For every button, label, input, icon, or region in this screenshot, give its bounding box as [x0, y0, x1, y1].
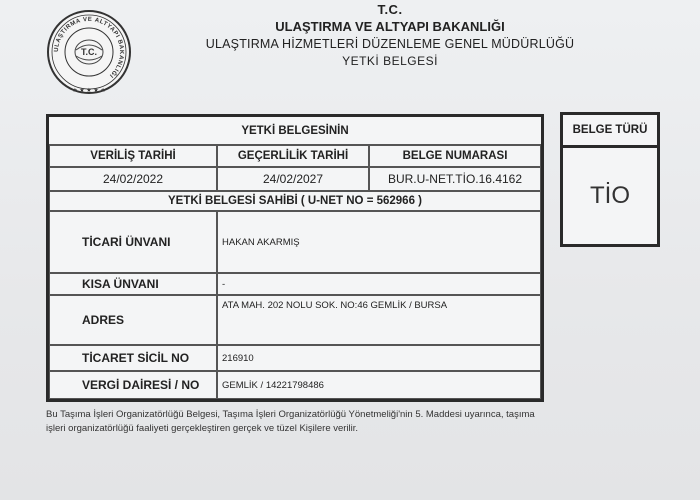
header-directorate: ULAŞTIRMA HİZMETLERİ DÜZENLEME GENEL MÜDÜRLÜĞÜ — [205, 37, 575, 51]
trade-name-label: TİCARİ ÜNVANI — [49, 211, 217, 273]
header-ministry: ULAŞTIRMA VE ALTYAPI BAKANLIĞI — [275, 19, 505, 34]
seal-center-text: T.C. — [80, 47, 98, 57]
trade-name-value: HAKAN AKARMIŞ — [217, 211, 541, 273]
owner-title: YETKİ BELGESİ SAHİBİ ( U-NET NO = 562966 ) — [49, 191, 541, 211]
tax-office-value: GEMLİK / 14221798486 — [217, 371, 541, 399]
document-header — [190, 2, 590, 68]
document-number-value: BUR.U-NET.TİO.16.4162 — [369, 167, 541, 191]
header-republic: T.C. — [377, 2, 403, 17]
short-name-label: KISA ÜNVANI — [49, 273, 217, 295]
col-document-number: BELGE NUMARASI — [369, 145, 541, 167]
document-type-title: BELGE TÜRÜ — [563, 115, 657, 148]
issue-date-value: 24/02/2022 — [49, 167, 217, 191]
tax-office-label: VERGİ DAİRESİ / NO — [49, 371, 217, 399]
address-value: ATA MAH. 202 NOLU SOK. NO:46 GEMLİK / BURSA — [217, 295, 541, 345]
short-name-value: - — [217, 273, 541, 295]
document-type-code: TİO — [590, 182, 630, 209]
seal-ring-text: ULAŞTIRMA VE ALTYAPI BAKANLIĞI — [53, 16, 125, 79]
document-type-box — [560, 112, 660, 247]
certificate-table — [46, 114, 544, 402]
ministry-seal-icon — [46, 0, 132, 104]
footer-line-2: işleri organizatörlüğü faaliyeti gerçekleştiren gerçek ve tüzel Kişilere verilir. — [46, 423, 359, 434]
footer-line-1: Bu Taşıma İşleri Organizatörlüğü Belgesi, Taşıma İşleri Organizatörlüğü Yönetmeliği'nin 5. Maddesi uyarınca, taşıma — [46, 409, 535, 420]
trade-registry-value: 216910 — [217, 345, 541, 371]
header-document-type: YETKİ BELGESİ — [342, 54, 438, 68]
col-issue-date: VERİLİŞ TARİHİ — [49, 145, 217, 167]
certificate-title: YETKİ BELGESİNİN — [49, 117, 541, 145]
svg-text:★ ★ ★ ★ ★: ★ ★ ★ ★ ★ — [72, 88, 106, 94]
trade-registry-label: TİCARET SİCİL NO — [49, 345, 217, 371]
address-label: ADRES — [49, 295, 217, 345]
col-validity-date: GEÇERLİLİK TARİHİ — [217, 145, 369, 167]
footer-note — [46, 408, 566, 436]
validity-date-value: 24/02/2027 — [217, 167, 369, 191]
